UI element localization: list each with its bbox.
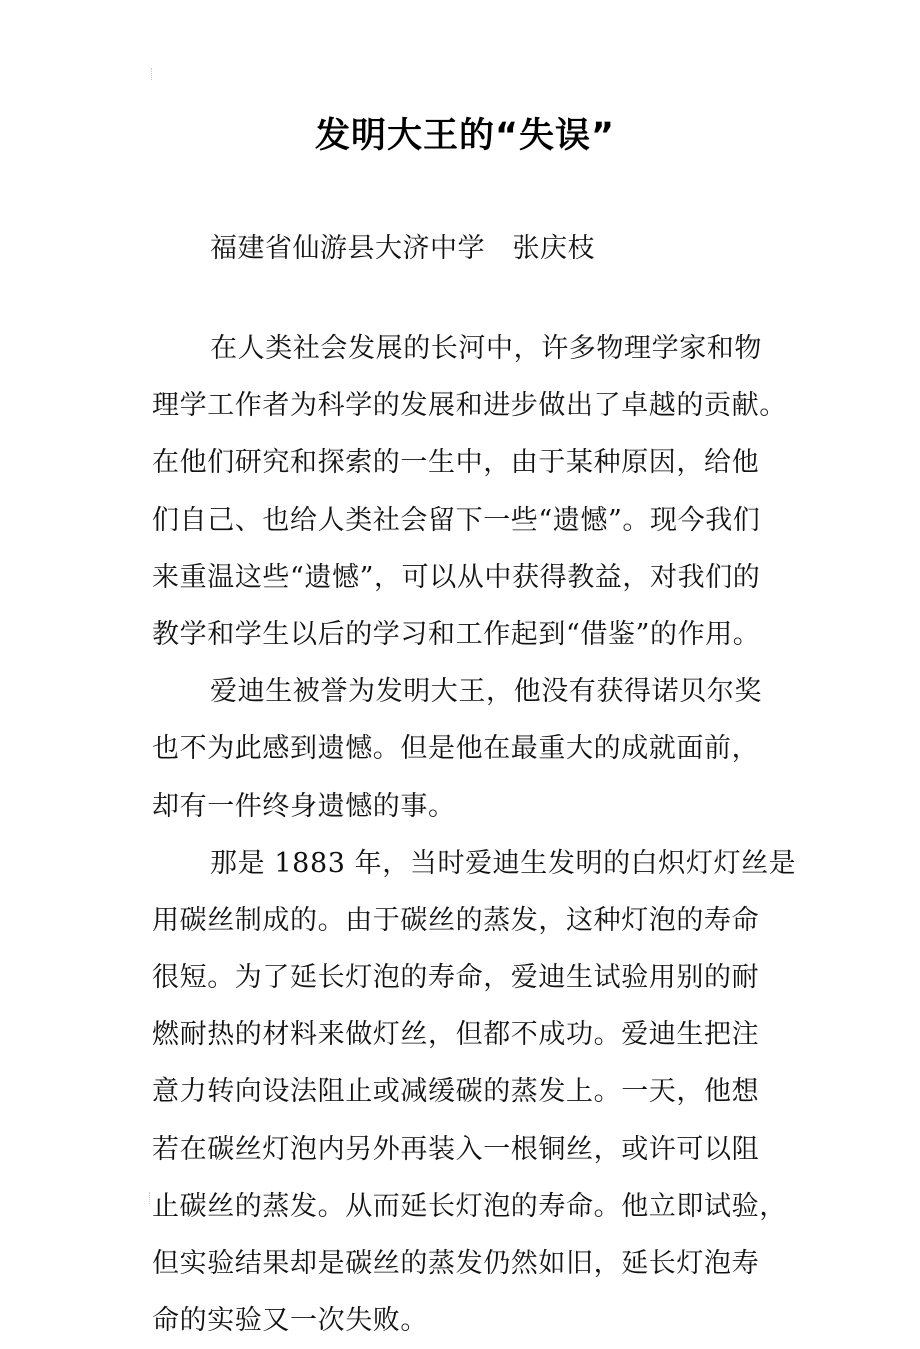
paragraph-intro — [152, 320, 792, 663]
paragraph-1883-experiment — [152, 835, 797, 1349]
text-line: 命的实验又一次失败。 — [152, 1305, 428, 1337]
text-line: 们自己、也给人类社会留下一些“遗憾”。现今我们 — [152, 504, 761, 536]
text-line: 理学工作者为科学的发展和进步做出了卓越的贡献。 — [152, 390, 787, 422]
text-line: 教学和学生以后的学习和工作起到“借鉴”的作用。 — [152, 618, 761, 650]
page-corner-mark-top — [151, 68, 158, 80]
text-line: 用碳丝制成的。由于碳丝的蒸发，这种灯泡的寿命 — [152, 904, 760, 936]
text-line: 那是 1883 年，当时爱迪生发明的白炽灯灯丝是 — [210, 847, 797, 879]
text-line: 很短。为了延长灯泡的寿命，爱迪生试验用别的耐 — [152, 962, 760, 994]
text-line: 止碳丝的蒸发。从而延长灯泡的寿命。他立即试验， — [152, 1190, 787, 1222]
page-corner-mark-bottom — [149, 1192, 156, 1204]
text-line: 在人类社会发展的长河中，许多物理学家和物 — [210, 333, 762, 364]
document-body — [152, 320, 797, 1349]
text-line: 爱迪生被誉为发明大王，他没有获得诺贝尔奖 — [210, 676, 762, 708]
document-title: 发明大王的“失误” — [314, 116, 615, 156]
text-line: 燃耐热的材料来做灯丝，但都不成功。爱迪生把注 — [152, 1019, 760, 1051]
text-line: 在他们研究和探索的一生中，由于某种原因，给他 — [152, 447, 760, 479]
text-line: 若在碳丝灯泡内另外再装入一根铜丝，或许可以阻 — [152, 1133, 760, 1165]
text-line: 来重温这些“遗憾”，可以从中获得教益，对我们的 — [152, 561, 761, 593]
paragraph-edison-regret — [152, 663, 792, 835]
author-byline: 福建省仙游县大济中学 张庆枝 — [210, 233, 595, 264]
text-line: 意力转向设法阻止或减缓碳的蒸发上。一天，他想 — [152, 1076, 760, 1108]
text-line: 但实验结果却是碳丝的蒸发仍然如旧，延长灯泡寿 — [152, 1248, 760, 1279]
text-line: 也不为此感到遗憾。但是他在最重大的成就面前， — [152, 733, 760, 765]
text-line: 却有一件终身遗憾的事。 — [152, 790, 456, 822]
